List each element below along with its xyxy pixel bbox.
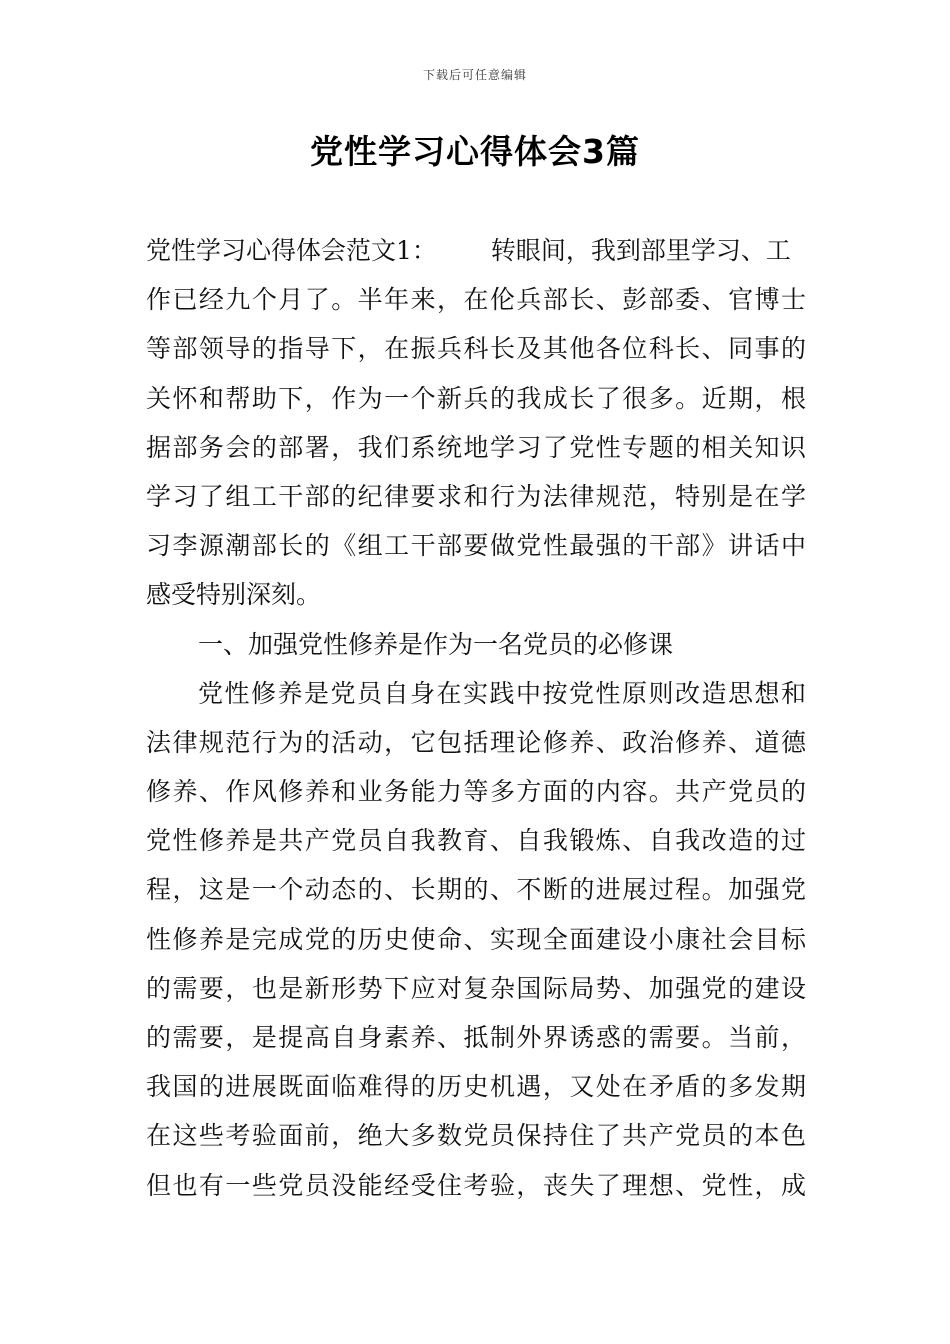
- paragraph-line: 党性修养是党员自身在实践中按党性原则改造思想和: [198, 678, 806, 708]
- header-note: 下载后可任意编辑: [422, 68, 527, 82]
- paragraph-line: 等部领导的指导下，在振兵科长及其他各位科长、同事的: [146, 334, 806, 364]
- paragraph-line: 修养、作风修养和业务能力等多方面的内容。共产党员的: [146, 777, 806, 807]
- paragraph-line: 在这些考验面前，绝大多数党员保持住了共产党员的本色: [146, 1121, 806, 1151]
- paragraph-line: 的需要，是提高自身素养、抵制外界诱惑的需要。当前，: [146, 1023, 806, 1052]
- paragraph-line: 习李源潮部长的《组工干部要做党性最强的干部》讲话中: [146, 531, 806, 561]
- intro-label: 党性学习心得体会范文1：: [146, 236, 437, 265]
- paragraph-line: 但也有一些党员没能经受住考验，丧失了理想、党性，成: [146, 1170, 806, 1200]
- paragraph-line: 性修养是完成党的历史使命、实现全面建设小康社会目标: [146, 924, 806, 954]
- intro-text: 转眼间，我到部里学习、工: [490, 236, 791, 265]
- paragraph-line: 的需要，也是新形势下应对复杂国际局势、加强党的建设: [146, 973, 806, 1003]
- paragraph-line: 我国的进展既面临难得的历史机遇，又处在矛盾的多发期: [146, 1072, 806, 1102]
- paragraph-line: 作已经九个月了。半年来，在伦兵部长、彭部委、官博士: [146, 285, 806, 315]
- paragraph-line: 法律规范行为的活动，它包括理论修养、政治修养、道德: [146, 727, 806, 757]
- section-heading: 一、加强党性修养是作为一名党员的必修课: [198, 629, 674, 659]
- paragraph-line: 党性修养是共产党员自我教育、自我锻炼、自我改造的过: [146, 826, 806, 856]
- paragraph-line: 感受特别深刻。: [146, 580, 322, 610]
- document-body: [146, 226, 806, 1210]
- paragraph-line: [146, 226, 806, 275]
- paragraph-line: 关怀和帮助下，作为一个新兵的我成长了很多。近期，根: [146, 383, 806, 413]
- paragraph-line: 程，这是一个动态的、长期的、不断的进展过程。加强党: [146, 875, 806, 905]
- document-title: 党性学习心得体会3篇: [310, 132, 640, 171]
- paragraph-line: 据部务会的部署，我们系统地学习了党性专题的相关知识: [146, 432, 806, 462]
- paragraph-line: 学习了组工干部的纪律要求和行为法律规范，特别是在学: [146, 481, 806, 511]
